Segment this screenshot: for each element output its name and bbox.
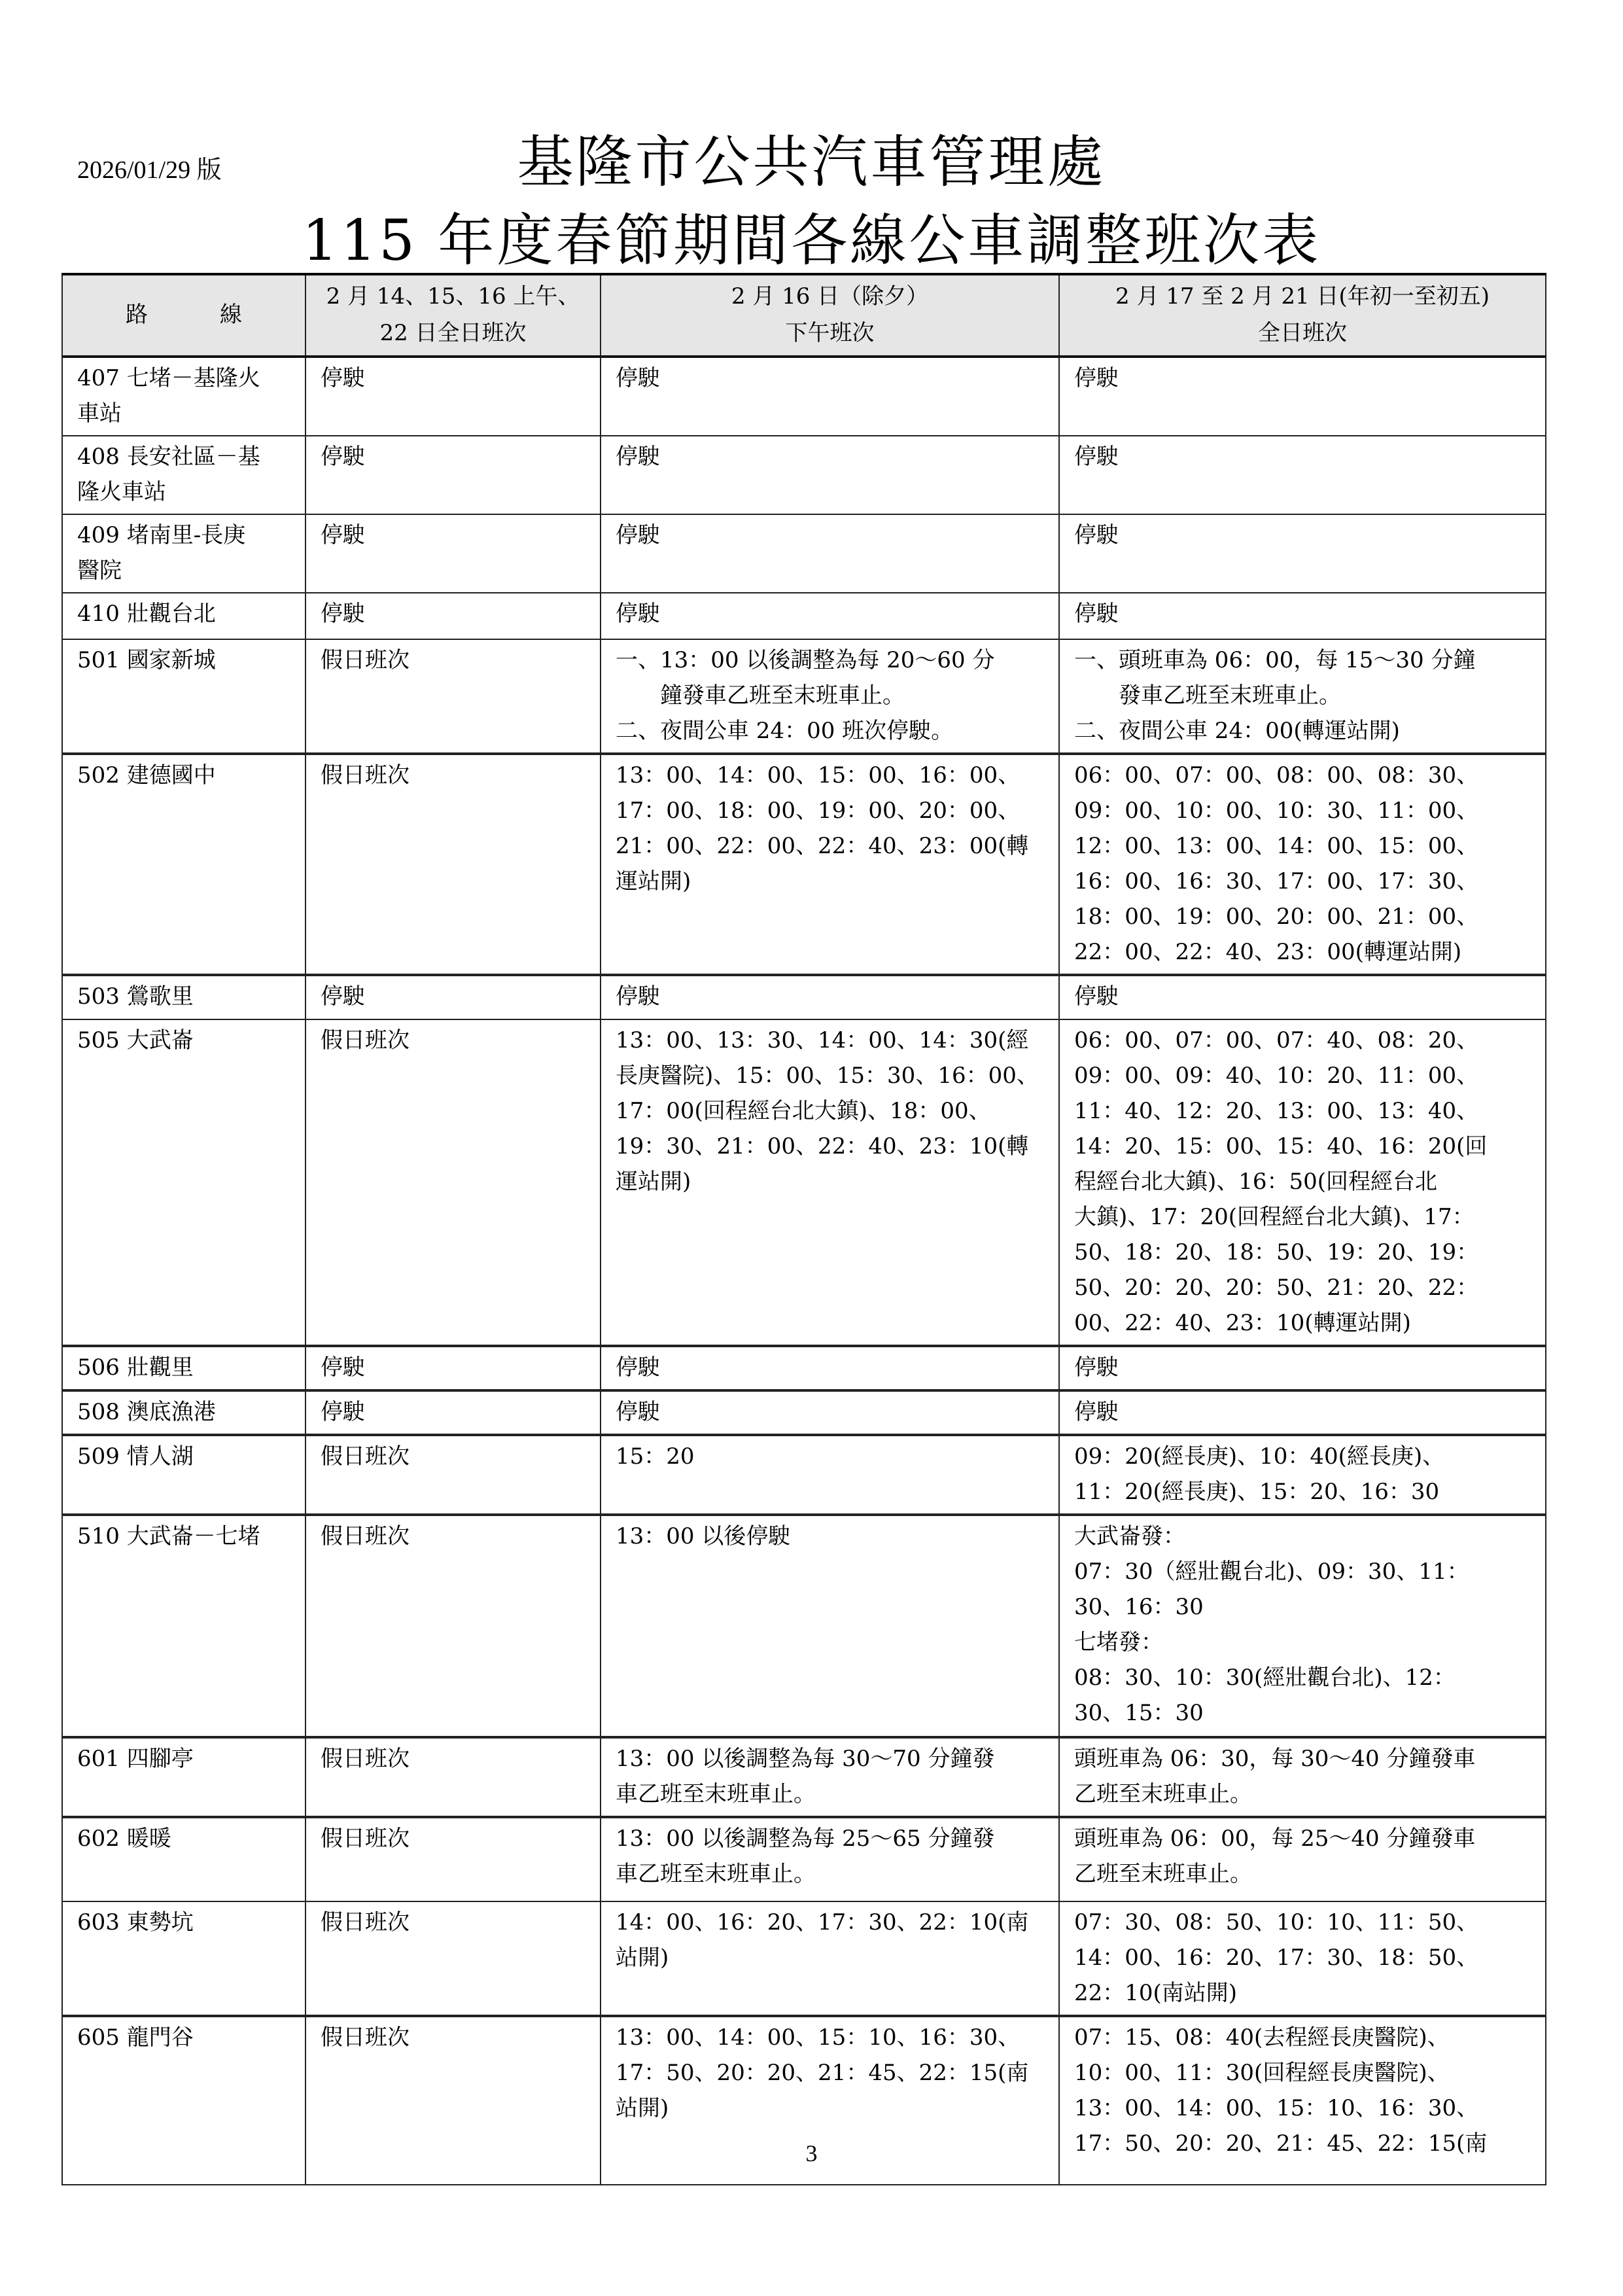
route-name-line: 508 澳底漁港 — [77, 1399, 216, 1425]
eve-schedule-line: 鐘發車乙班至末班車止。 — [660, 682, 905, 709]
new-year-days-cell — [1059, 1817, 1546, 1901]
route-cell — [62, 1737, 305, 1817]
route-name-line: 601 四腳亭 — [77, 1746, 194, 1772]
new-year-days-cell — [1059, 357, 1546, 436]
route-name-line: 603 東勢坑 — [77, 1909, 194, 1935]
holiday-schedule-line: 七堵發： — [1074, 1629, 1163, 1655]
new-year-days-cell — [1059, 975, 1546, 1019]
route-cell — [62, 514, 305, 593]
holiday-schedule-line: 07：30（經壯觀台北)、09：30、11： — [1074, 1559, 1469, 1585]
table-row — [62, 1515, 1546, 1737]
eve-schedule-line: 17：00(回程經台北大鎮)、18：00、 — [616, 1098, 991, 1124]
eve-schedule-line: 運站開) — [616, 868, 691, 894]
holiday-schedule-line: 11：40、12：20、13：00、13：40、 — [1074, 1098, 1479, 1124]
eve-schedule-line: 車乙班至末班車止。 — [616, 1781, 816, 1807]
new-year-days-cell — [1059, 1737, 1546, 1817]
weekend-schedule-text: 假日班次 — [321, 1746, 410, 1772]
eve-schedule-line: 13：00、14：00、15：00、16：00、 — [616, 762, 1021, 788]
weekend-schedule-cell — [305, 1901, 601, 2016]
holiday-schedule-line: 16：00、16：30、17：00、17：30、 — [1074, 868, 1479, 894]
weekend-schedule-cell — [305, 514, 601, 593]
route-cell — [62, 357, 305, 436]
holiday-schedule-line: 乙班至末班車止。 — [1074, 1781, 1252, 1807]
table-row — [62, 1737, 1546, 1817]
page-subtitle: 115 年度春節期間各線公車調整班次表 — [302, 208, 1321, 274]
route-name-line: 605 龍門谷 — [77, 2024, 194, 2051]
table-row — [62, 1390, 1546, 1435]
weekend-schedule-cell — [305, 1515, 601, 1737]
version-label: 2026/01/29 版 — [77, 156, 222, 184]
new-years-eve-cell — [601, 1346, 1059, 1390]
new-year-days-cell — [1059, 514, 1546, 593]
route-name-line: 409 堵南里-長庚 — [77, 522, 246, 548]
eve-schedule-line: 17：50、20：20、21：45、22：15(南 — [616, 2060, 1029, 2086]
table-row — [62, 1901, 1546, 2016]
weekend-schedule-cell — [305, 1346, 601, 1390]
header-col3-line1: 2 月 16 日（除夕） — [731, 283, 929, 309]
header-route-a: 路 — [126, 302, 148, 328]
eve-schedule-line: 停駛 — [616, 601, 660, 627]
weekend-schedule-text: 停駛 — [321, 1354, 365, 1381]
header-col2-line2: 22 日全日班次 — [379, 320, 527, 346]
route-cell — [62, 639, 305, 754]
holiday-schedule-line: 22：00、22：40、23：00(轉運站開) — [1074, 939, 1462, 965]
eve-schedule-line: 14：00、16：20、17：30、22：10(南 — [616, 1909, 1029, 1935]
eve-schedule-line: 站開) — [616, 2095, 669, 2121]
route-name-line: 501 國家新城 — [77, 647, 216, 673]
holiday-schedule-line: 50、20：20、20：50、21：20、22： — [1074, 1275, 1479, 1301]
holiday-schedule-line: 大鎮)、17：20(回程經台北大鎮)、17： — [1074, 1204, 1475, 1230]
new-years-eve-cell — [601, 1390, 1059, 1435]
route-cell — [62, 1901, 305, 2016]
table-row — [62, 514, 1546, 593]
table-row — [62, 975, 1546, 1019]
holiday-schedule-line: 14：20、15：00、15：40、16：20(回 — [1074, 1133, 1488, 1159]
holiday-schedule-line: 07：15、08：40(去程經長庚醫院)、 — [1074, 2024, 1450, 2051]
holiday-schedule-line: 09：20(經長庚)、10：40(經長庚)、 — [1074, 1443, 1445, 1470]
new-year-days-cell — [1059, 1435, 1546, 1515]
weekend-schedule-cell — [305, 975, 601, 1019]
weekend-schedule-text: 停駛 — [321, 601, 365, 627]
holiday-schedule-line: 停駛 — [1074, 365, 1119, 391]
holiday-schedule-line: 09：00、09：40、10：20、11：00、 — [1074, 1063, 1479, 1089]
holiday-schedule-line: 17：50、20：20、21：45、22：15(南 — [1074, 2130, 1488, 2157]
weekend-schedule-text: 停駛 — [321, 522, 365, 548]
table-row — [62, 593, 1546, 639]
holiday-schedule-line: 08：30、10：30(經壯觀台北)、12： — [1074, 1665, 1456, 1691]
header-route-b: 線 — [220, 302, 242, 328]
eve-schedule-line: 站開) — [616, 1945, 669, 1971]
eve-schedule-line: 一、13：00 以後調整為每 20～60 分 — [616, 647, 995, 673]
holiday-schedule-line: 30、16：30 — [1074, 1594, 1204, 1620]
route-cell — [62, 1390, 305, 1435]
route-cell — [62, 754, 305, 975]
weekend-schedule-text: 停駛 — [321, 1399, 365, 1425]
eve-schedule-line: 13：00 以後停駛 — [616, 1523, 791, 1549]
weekend-schedule-cell — [305, 1817, 601, 1901]
weekend-schedule-cell — [305, 593, 601, 639]
new-years-eve-cell — [601, 1515, 1059, 1737]
table-row — [62, 1435, 1546, 1515]
eve-schedule-line: 13：00、14：00、15：10、16：30、 — [616, 2024, 1021, 2051]
weekend-schedule-text: 停駛 — [321, 365, 365, 391]
eve-schedule-line: 車乙班至末班車止。 — [616, 1861, 816, 1887]
new-years-eve-cell — [601, 1737, 1059, 1817]
new-year-days-cell — [1059, 639, 1546, 754]
route-cell — [62, 975, 305, 1019]
holiday-schedule-line: 乙班至末班車止。 — [1074, 1861, 1252, 1887]
holiday-schedule-line: 程經台北大鎮)、16：50(回程經台北 — [1074, 1169, 1438, 1195]
route-cell — [62, 593, 305, 639]
new-years-eve-cell — [601, 593, 1059, 639]
holiday-schedule-line: 停駛 — [1074, 601, 1119, 627]
holiday-schedule-line: 停駛 — [1074, 983, 1119, 1010]
route-name-line: 602 暖暖 — [77, 1826, 171, 1852]
new-year-days-cell — [1059, 1515, 1546, 1737]
eve-schedule-line: 15：20 — [616, 1443, 695, 1470]
eve-schedule-line: 長庚醫院)、15：00、15：30、16：00、 — [616, 1063, 1039, 1089]
weekend-schedule-cell — [305, 639, 601, 754]
weekend-schedule-cell — [305, 436, 601, 514]
header-col3 — [601, 274, 1059, 357]
table-row — [62, 357, 1546, 436]
weekend-schedule-text: 假日班次 — [321, 1027, 410, 1053]
weekend-schedule-cell — [305, 754, 601, 975]
eve-schedule-line: 停駛 — [616, 444, 660, 470]
holiday-schedule-line: 50、18：20、18：50、19：20、19： — [1074, 1239, 1479, 1265]
header-col4 — [1059, 274, 1546, 357]
header-col2-line1: 2 月 14、15、16 上午、 — [326, 283, 580, 309]
route-name-line: 503 鶯歌里 — [77, 983, 194, 1010]
new-years-eve-cell — [601, 436, 1059, 514]
holiday-schedule-line: 06：00、07：00、07：40、08：20、 — [1074, 1027, 1479, 1053]
new-years-eve-cell — [601, 1435, 1059, 1515]
route-name-line: 407 七堵－基隆火 — [77, 365, 260, 391]
route-name-line: 510 大武崙－七堵 — [77, 1523, 260, 1549]
holiday-schedule-line: 00、22：40、23：10(轉運站開) — [1074, 1310, 1411, 1336]
new-years-eve-cell — [601, 514, 1059, 593]
eve-schedule-line: 停駛 — [616, 1354, 660, 1381]
holiday-schedule-line: 12：00、13：00、14：00、15：00、 — [1074, 833, 1479, 859]
new-year-days-cell — [1059, 1901, 1546, 2016]
schedule-table — [61, 273, 1546, 2185]
eve-schedule-line: 19：30、21：00、22：40、23：10(轉 — [616, 1133, 1029, 1159]
table-header-row — [62, 274, 1546, 357]
holiday-schedule-line: 22：10(南站開) — [1074, 1980, 1238, 2006]
route-cell — [62, 1019, 305, 1346]
table-row — [62, 1019, 1546, 1346]
header-col4-line1: 2 月 17 至 2 月 21 日(年初一至初五) — [1115, 283, 1490, 309]
route-name-line: 隆火車站 — [77, 479, 166, 505]
holiday-schedule-line: 停駛 — [1074, 522, 1119, 548]
holiday-schedule-line: 09：00、10：00、10：30、11：00、 — [1074, 798, 1479, 824]
weekend-schedule-text: 假日班次 — [321, 1826, 410, 1852]
holiday-schedule-line: 14：00、16：20、17：30、18：50、 — [1074, 1945, 1479, 1971]
table-row — [62, 754, 1546, 975]
eve-schedule-line: 停駛 — [616, 1399, 660, 1425]
holiday-schedule-line: 06：00、07：00、08：00、08：30、 — [1074, 762, 1479, 788]
holiday-schedule-line: 11：20(經長庚)、15：20、16：30 — [1074, 1479, 1440, 1505]
holiday-schedule-line: 停駛 — [1074, 1399, 1119, 1425]
eve-schedule-line: 13：00 以後調整為每 30～70 分鐘發 — [616, 1746, 995, 1772]
new-year-days-cell — [1059, 1346, 1546, 1390]
new-years-eve-cell — [601, 1019, 1059, 1346]
table-row — [62, 436, 1546, 514]
new-years-eve-cell — [601, 639, 1059, 754]
route-name-line: 506 壯觀里 — [77, 1354, 194, 1381]
holiday-schedule-line: 30、15：30 — [1074, 1700, 1204, 1726]
table-row — [62, 1817, 1546, 1901]
new-years-eve-cell — [601, 975, 1059, 1019]
weekend-schedule-cell — [305, 1019, 601, 1346]
holiday-schedule-line: 二、夜間公車 24：00(轉運站開) — [1074, 718, 1400, 744]
weekend-schedule-cell — [305, 357, 601, 436]
weekend-schedule-cell — [305, 1435, 601, 1515]
weekend-schedule-text: 假日班次 — [321, 762, 410, 788]
new-year-days-cell — [1059, 436, 1546, 514]
new-year-days-cell — [1059, 754, 1546, 975]
holiday-schedule-line: 一、頭班車為 06：00，每 15～30 分鐘 — [1074, 647, 1476, 673]
eve-schedule-line: 17：00、18：00、19：00、20：00、 — [616, 798, 1021, 824]
weekend-schedule-text: 假日班次 — [321, 2024, 410, 2051]
page-number: 3 — [805, 2140, 818, 2166]
holiday-schedule-line: 停駛 — [1074, 1354, 1119, 1381]
route-cell — [62, 1515, 305, 1737]
eve-schedule-line: 13：00 以後調整為每 25～65 分鐘發 — [616, 1826, 995, 1852]
route-name-line: 408 長安社區－基 — [77, 444, 260, 470]
holiday-schedule-line: 07：30、08：50、10：10、11：50、 — [1074, 1909, 1479, 1935]
weekend-schedule-text: 假日班次 — [321, 1909, 410, 1935]
weekend-schedule-cell — [305, 1390, 601, 1435]
holiday-schedule-line: 18：00、19：00、20：00、21：00、 — [1074, 904, 1479, 930]
route-name-line: 醫院 — [77, 557, 122, 584]
new-year-days-cell — [1059, 1019, 1546, 1346]
page-title: 基隆市公共汽車管理處 — [517, 130, 1106, 195]
holiday-schedule-line: 13：00、14：00、15：10、16：30、 — [1074, 2095, 1479, 2121]
new-years-eve-cell — [601, 357, 1059, 436]
eve-schedule-line: 13：00、13：30、14：00、14：30(經 — [616, 1027, 1029, 1053]
weekend-schedule-cell — [305, 1737, 601, 1817]
route-name-line: 509 情人湖 — [77, 1443, 194, 1470]
new-years-eve-cell — [601, 754, 1059, 975]
new-year-days-cell — [1059, 1390, 1546, 1435]
table-row — [62, 1346, 1546, 1390]
eve-schedule-line: 停駛 — [616, 522, 660, 548]
route-cell — [62, 436, 305, 514]
weekend-schedule-text: 假日班次 — [321, 647, 410, 673]
route-cell — [62, 1435, 305, 1515]
route-cell — [62, 1346, 305, 1390]
holiday-schedule-line: 頭班車為 06：30，每 30～40 分鐘發車 — [1074, 1746, 1476, 1772]
header-col3-line2: 下午班次 — [785, 320, 875, 346]
header-route — [62, 274, 305, 357]
route-name-line: 502 建德國中 — [77, 762, 216, 788]
weekend-schedule-text: 假日班次 — [321, 1523, 410, 1549]
weekend-schedule-text: 假日班次 — [321, 1443, 410, 1470]
table-row — [62, 639, 1546, 754]
holiday-schedule-line: 停駛 — [1074, 444, 1119, 470]
holiday-schedule-line: 大武崙發： — [1074, 1523, 1185, 1549]
schedule-body — [62, 357, 1546, 2185]
header-col4-line2: 全日班次 — [1258, 320, 1347, 346]
new-years-eve-cell — [601, 1817, 1059, 1901]
route-name-line: 410 壯觀台北 — [77, 601, 216, 627]
route-cell — [62, 1817, 305, 1901]
route-name-line: 505 大武崙 — [77, 1027, 194, 1053]
eve-schedule-line: 21：00、22：00、22：40、23：00(轉 — [616, 833, 1029, 859]
eve-schedule-line: 停駛 — [616, 983, 660, 1010]
new-years-eve-cell — [601, 1901, 1059, 2016]
eve-schedule-line: 停駛 — [616, 365, 660, 391]
new-year-days-cell — [1059, 593, 1546, 639]
header-col2 — [305, 274, 601, 357]
weekend-schedule-text: 停駛 — [321, 444, 365, 470]
holiday-schedule-line: 頭班車為 06：00，每 25～40 分鐘發車 — [1074, 1826, 1476, 1852]
weekend-schedule-text: 停駛 — [321, 983, 365, 1010]
eve-schedule-line: 運站開) — [616, 1169, 691, 1195]
holiday-schedule-line: 發車乙班至末班車止。 — [1119, 682, 1341, 709]
eve-schedule-line: 二、夜間公車 24：00 班次停駛。 — [616, 718, 954, 744]
route-name-line: 車站 — [77, 400, 122, 427]
holiday-schedule-line: 10：00、11：30(回程經長庚醫院)、 — [1074, 2060, 1450, 2086]
